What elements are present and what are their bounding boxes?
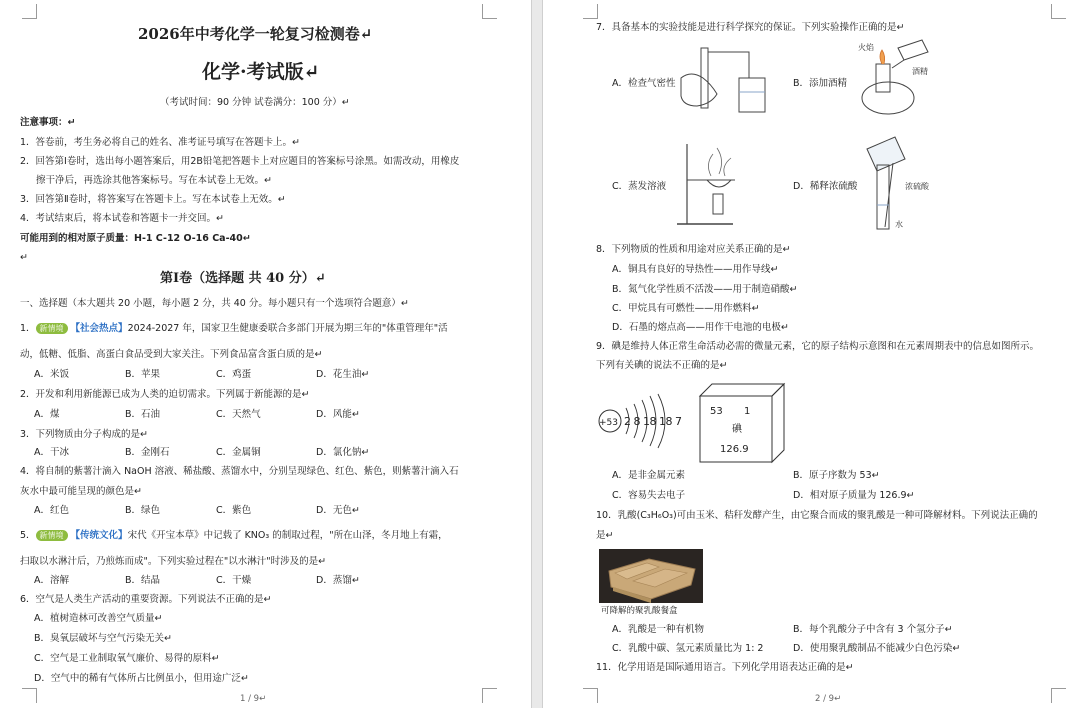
blank-paragraph: ↵	[20, 252, 28, 263]
acid-label: 浓硫酸	[905, 182, 929, 191]
question-3: 3．下列物质由分子构成的是↵	[20, 429, 149, 440]
question-5-number: 5．	[20, 530, 36, 541]
q7-option-c: C．蒸发溶液	[612, 181, 667, 192]
crop-mark	[482, 688, 497, 703]
question-11: 11．化学用语是国际通用语言。下列化学用语表达正确的是↵	[596, 662, 854, 673]
q6-option-c: C．空气是工业制取氧气廉价、易得的原料↵	[34, 653, 220, 664]
question-10-cont: 是↵	[596, 530, 614, 541]
q6-option-b: B．臭氧层破坏与空气污染无关↵	[34, 633, 172, 644]
dilute-acid-figure	[865, 135, 975, 235]
q7-option-b: B．添加酒精	[793, 78, 848, 89]
q8-option-b: B．氮气化学性质不活泼——用于制造硝酸↵	[612, 284, 798, 295]
periodic-table-cell	[698, 382, 788, 464]
section-intro: 一、选择题（本大题共 20 小题，每小题 2 分，共 40 分。每小题只有一个选项符合题意）↵	[20, 298, 409, 309]
question-1-stem-cont: 动，低糖、低脂、高蛋白食品受到大家关注。下列食品富含蛋白质的是↵	[20, 349, 323, 360]
q7-option-a: A．检查气密性	[612, 78, 676, 89]
lunch-box-caption: 可降解的聚乳酸餐盒	[601, 606, 678, 616]
q4-option-a: A．红色	[34, 505, 69, 516]
crop-mark	[1051, 688, 1066, 703]
q3-option-b: B．金刚石	[125, 447, 170, 458]
new-context-badge: 新情境	[36, 323, 68, 334]
atomic-structure-diagram	[596, 388, 706, 458]
q9-option-d: D．相对原子质量为 126.9↵	[793, 490, 915, 501]
q3-option-c: C．金属铜	[216, 447, 261, 458]
question-6: 6．空气是人类生产活动的重要资源。下列说法不正确的是↵	[20, 594, 272, 605]
section-title: 第Ⅰ卷（选择题 共 40 分）↵	[160, 271, 326, 286]
q6-option-d: D．空气中的稀有气体所占比例虽小，但用途广泛↵	[34, 673, 249, 684]
page-number: 2 / 9↵	[815, 694, 842, 704]
question-4-cont: 灰水中最可能呈现的颜色是↵	[20, 486, 142, 497]
lunch-box-photo	[599, 549, 703, 603]
question-4: 4．将自制的紫薯汁滴入 NaOH 溶液、稀盐酸、蒸馏水中，分别呈现绿色、红色、紫色，则紫薯汁滴入石	[20, 466, 459, 477]
hot-topic-label: 【社会热点】	[70, 323, 128, 334]
q1-option-a: A．米饭	[34, 369, 69, 380]
q1-option-c: C．鸡蛋	[216, 369, 252, 380]
q9-option-c: C．容易失去电子	[612, 490, 686, 501]
q8-option-a: A．铜具有良好的导热性——用作导线↵	[612, 264, 779, 275]
atomic-number: 53	[710, 406, 723, 417]
page-2	[543, 0, 1080, 708]
q2-option-d: D．风能↵	[316, 409, 360, 420]
page-gutter	[531, 0, 543, 708]
crop-mark	[583, 4, 598, 19]
q5-option-a: A．溶解	[34, 575, 69, 586]
electron-shells: 2 8 18 18 7	[624, 415, 682, 428]
alcohol-label: 酒精	[912, 67, 928, 76]
q5-option-d: D．蒸馏↵	[316, 575, 360, 586]
exam-info: （考试时间：90 分钟 试卷满分：100 分）↵	[160, 97, 350, 108]
add-alcohol-figure	[838, 38, 938, 123]
q10-option-b: B．每个乳酸分子中含有 3 个氢分子↵	[793, 624, 953, 635]
flame-label: 火焰	[858, 43, 874, 52]
nucleus-charge: +53	[599, 418, 618, 428]
note-1: 1．答卷前，考生务必将自己的姓名、准考证号填写在答题卡上。↵	[20, 137, 301, 148]
question-2: 2．开发和利用新能源已成为人类的迫切需求。下列属于新能源的是↵	[20, 389, 310, 400]
q3-option-a: A．干冰	[34, 447, 69, 458]
question-7: 7．具备基本的实验技能是进行科学探究的保证。下列实验操作正确的是↵	[596, 22, 905, 33]
page-1	[0, 0, 531, 708]
question-10: 10．乳酸(C₃H₆O₃)可由玉米、秸秆发酵产生，由它聚合而成的聚乳酸是一种可降解材料。下列说法正确的	[596, 510, 1038, 521]
notes-heading: 注意事项：↵	[20, 117, 76, 128]
q4-option-b: B．绿色	[125, 505, 161, 516]
crop-mark	[22, 4, 37, 19]
q9-option-b: B．原子序数为 53↵	[793, 470, 880, 481]
q3-option-d: D．氯化钠↵	[316, 447, 370, 458]
q2-option-c: C．天然气	[216, 409, 261, 420]
airtightness-figure	[677, 38, 767, 118]
question-9: 9．碘是维持人体正常生命活动必需的微量元素，它的原子结构示意图和在元素周期表中的信息如图所示。	[596, 341, 1040, 352]
q4-option-c: C．紫色	[216, 505, 252, 516]
atomic-masses: 可能用到的相对原子质量：H-1 C-12 O-16 Ca-40↵	[20, 233, 251, 244]
question-1-stem: 2024-2027 年，国家卫生健康委联合多部门开展为期三年的"体重管理年"活	[127, 323, 448, 334]
q9-option-a: A．是非金属元素	[612, 470, 685, 481]
q5-option-b: B．结晶	[125, 575, 161, 586]
element-symbol: 1	[744, 406, 751, 417]
page-number: 1 / 9↵	[240, 694, 267, 704]
q1-option-d: D．花生油↵	[316, 369, 370, 380]
exam-subtitle: 化学·考试版↵	[202, 61, 320, 83]
evaporation-figure	[673, 140, 753, 230]
question-5-cont: 扫取以水淋汁后，乃煎炼而成"。下列实验过程在"以水淋汁"时涉及的是↵	[20, 556, 327, 567]
water-label: 水	[895, 220, 903, 229]
q4-option-d: D．无色↵	[316, 505, 360, 516]
q5-option-c: C．干燥	[216, 575, 252, 586]
q6-option-a: A．植树造林可改善空气质量↵	[34, 613, 163, 624]
culture-topic-label: 【传统文化】	[70, 530, 128, 541]
question-1	[20, 323, 448, 335]
q10-option-a: A．乳酸是一种有机物	[612, 624, 704, 635]
q8-option-d: D．石墨的熔点高——用作干电池的电极↵	[612, 322, 789, 333]
question-5-stem: 宋代《开宝本草》中记载了 KNO₃ 的制取过程，"所在山泽，冬月地上有霜，	[127, 530, 448, 541]
crop-mark	[482, 4, 497, 19]
note-2-cont: 擦干净后，再选涂其他答案标号。写在本试卷上无效。↵	[36, 175, 272, 186]
crop-mark	[22, 688, 37, 703]
note-2: 2．回答第Ⅰ卷时，选出每小题答案后，用2B铅笔把答题卡上对应题目的答案标号涂黑。如需改动，用橡皮	[20, 156, 460, 167]
crop-mark	[583, 688, 598, 703]
q8-option-c: C．甲烷具有可燃性——用作燃料↵	[612, 303, 760, 314]
element-name: 碘	[732, 424, 742, 435]
q1-option-b: B．苹果	[125, 369, 161, 380]
crop-mark	[1051, 4, 1066, 19]
exam-title: 2026年中考化学一轮复习检测卷↵	[138, 25, 373, 43]
q10-option-c: C．乳酸中碳、氢元素质量比为 1: 2	[612, 643, 764, 654]
q2-option-a: A．煤	[34, 409, 60, 420]
question-9-cont: 下列有关碘的说法不正确的是↵	[596, 360, 728, 371]
question-5	[20, 530, 448, 542]
question-1-number: 1．	[20, 323, 36, 334]
q7-option-d: D．稀释浓硫酸	[793, 181, 858, 192]
q10-option-d: D．使用聚乳酸制品不能减少白色污染↵	[793, 643, 961, 654]
note-3: 3．回答第Ⅱ卷时，将答案写在答题卡上。写在本试卷上无效。↵	[20, 194, 286, 205]
question-8: 8．下列物质的性质和用途对应关系正确的是↵	[596, 244, 791, 255]
q2-option-b: B．石油	[125, 409, 161, 420]
atomic-mass: 126.9	[720, 444, 749, 455]
note-4: 4．考试结束后，将本试卷和答题卡一并交回。↵	[20, 213, 225, 224]
new-context-badge: 新情境	[36, 530, 68, 541]
